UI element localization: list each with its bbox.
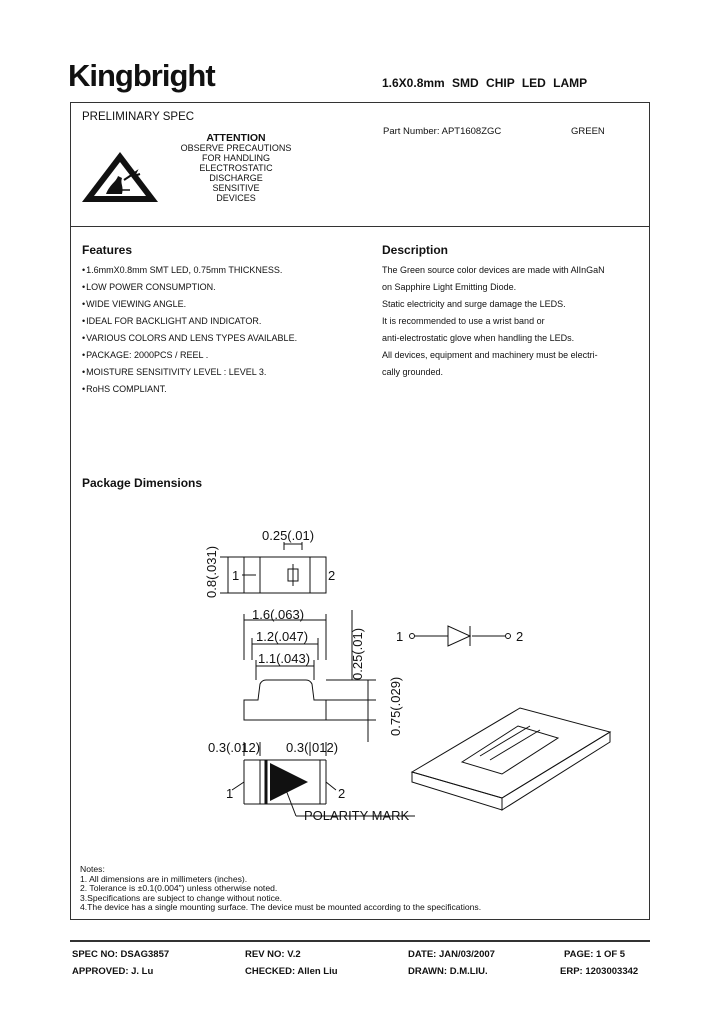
spec-date: DATE: JAN/03/2007 bbox=[408, 949, 495, 960]
features-list bbox=[82, 262, 297, 398]
attention-line: FOR HANDLING bbox=[201, 153, 270, 163]
feature-item: • MOISTURE SENSITIVITY LEVEL : LEVEL 3. bbox=[82, 364, 297, 381]
approved-by: APPROVED: J. Lu bbox=[72, 966, 154, 977]
dim-label: 0.3(.012) bbox=[208, 740, 261, 755]
polarity-mark-label: POLARITY MARK bbox=[304, 808, 410, 823]
pin-label: 2 bbox=[516, 629, 524, 644]
package-dimensions-heading: Package Dimensions bbox=[82, 476, 203, 490]
esd-warning-icon bbox=[80, 150, 164, 204]
spec-number: SPEC NO: DSAG3857 bbox=[72, 949, 170, 960]
description-text bbox=[382, 262, 605, 381]
notes-title: Notes: bbox=[80, 864, 105, 874]
feature-item: • VARIOUS COLORS AND LENS TYPES AVAILABLE. bbox=[82, 330, 297, 347]
note-line: 1. All dimensions are in millimeters (inches). bbox=[80, 873, 248, 884]
note-line: 3.Specifications are subject to change without notice. bbox=[80, 892, 283, 903]
divider-top bbox=[70, 226, 650, 227]
dim-label: 1.6(.063) bbox=[252, 607, 305, 622]
feature-item: • 1.6mmX0.8mm SMT LED, 0.75mm THICKNESS. bbox=[82, 262, 297, 279]
part-number: Part Number: APT1608ZGC bbox=[383, 126, 502, 137]
attention-line: DEVICES bbox=[216, 193, 256, 203]
page-number: PAGE: 1 OF 5 bbox=[564, 949, 626, 960]
feature-item: • RoHS COMPLIANT. bbox=[82, 381, 297, 398]
dim-label: 1.2(.047) bbox=[256, 629, 309, 644]
package-dimensions-drawing bbox=[200, 520, 630, 840]
document-title: 1.6X0.8mm SMD CHIP LED LAMP bbox=[382, 76, 588, 90]
feature-item: • PACKAGE: 2000PCS / REEL . bbox=[82, 347, 297, 364]
feature-item: • WIDE VIEWING ANGLE. bbox=[82, 296, 297, 313]
dim-label: 0.8(.031) bbox=[204, 545, 219, 598]
dim-label: 0.25(.01) bbox=[262, 528, 315, 543]
attention-notice bbox=[170, 143, 302, 203]
attention-line: ELECTROSTATIC bbox=[199, 163, 273, 173]
note-line: 2. Tolerance is ±0.1(0.004") unless otherwise noted. bbox=[80, 883, 278, 894]
description-heading: Description bbox=[382, 243, 449, 257]
description-line: anti-electrostatic glove when handling the LEDs. bbox=[382, 333, 575, 343]
pin-label: 1 bbox=[232, 568, 240, 583]
notes bbox=[80, 865, 481, 913]
description-line: Static electricity and surge damage the LEDS. bbox=[382, 299, 566, 309]
dim-label: 0.75(.029) bbox=[388, 676, 403, 736]
revision-number: REV NO: V.2 bbox=[245, 949, 301, 960]
description-line: The Green source color devices are made with AlInGaN bbox=[382, 265, 605, 275]
attention-title: ATTENTION bbox=[206, 132, 266, 144]
attention-line: OBSERVE PRECAUTIONS bbox=[180, 143, 292, 153]
pin-label: 2 bbox=[328, 568, 336, 583]
attention-line: DISCHARGE bbox=[209, 173, 263, 183]
erp-number: ERP: 1203003342 bbox=[560, 966, 639, 977]
description-line: cally grounded. bbox=[382, 367, 444, 377]
preliminary-spec-label: PRELIMINARY SPEC bbox=[82, 111, 195, 123]
features-heading: Features bbox=[82, 243, 133, 257]
polarity-triangle bbox=[270, 763, 308, 801]
checked-by: CHECKED: Allen Liu bbox=[245, 966, 338, 977]
drawn-by: DRAWN: D.M.LIU. bbox=[408, 966, 488, 977]
pin-label: 1 bbox=[396, 629, 404, 644]
dim-label: 0.3(.012) bbox=[286, 740, 339, 755]
note-line: 4.The device has a single mounting surface. The device must be mounted according to the specifications. bbox=[80, 902, 482, 913]
led-color: GREEN bbox=[571, 126, 605, 137]
pin-label: 1 bbox=[226, 786, 234, 801]
footer-divider bbox=[70, 940, 650, 942]
dim-label: 1.1(.043) bbox=[258, 651, 311, 666]
feature-item: • IDEAL FOR BACKLIGHT AND INDICATOR. bbox=[82, 313, 297, 330]
attention-line: SENSITIVE bbox=[212, 183, 260, 193]
feature-item: • LOW POWER CONSUMPTION. bbox=[82, 279, 297, 296]
pin-label: 2 bbox=[338, 786, 346, 801]
top-view-body bbox=[244, 557, 326, 593]
description-line: All devices, equipment and machinery must be electri- bbox=[382, 350, 598, 360]
description-line: It is recommended to use a wrist band or bbox=[382, 316, 545, 326]
dim-label: 0.25(.01) bbox=[350, 627, 365, 680]
description-line: on Sapphire Light Emitting Diode. bbox=[382, 282, 517, 292]
brand-logo: Kingbright bbox=[68, 58, 215, 93]
